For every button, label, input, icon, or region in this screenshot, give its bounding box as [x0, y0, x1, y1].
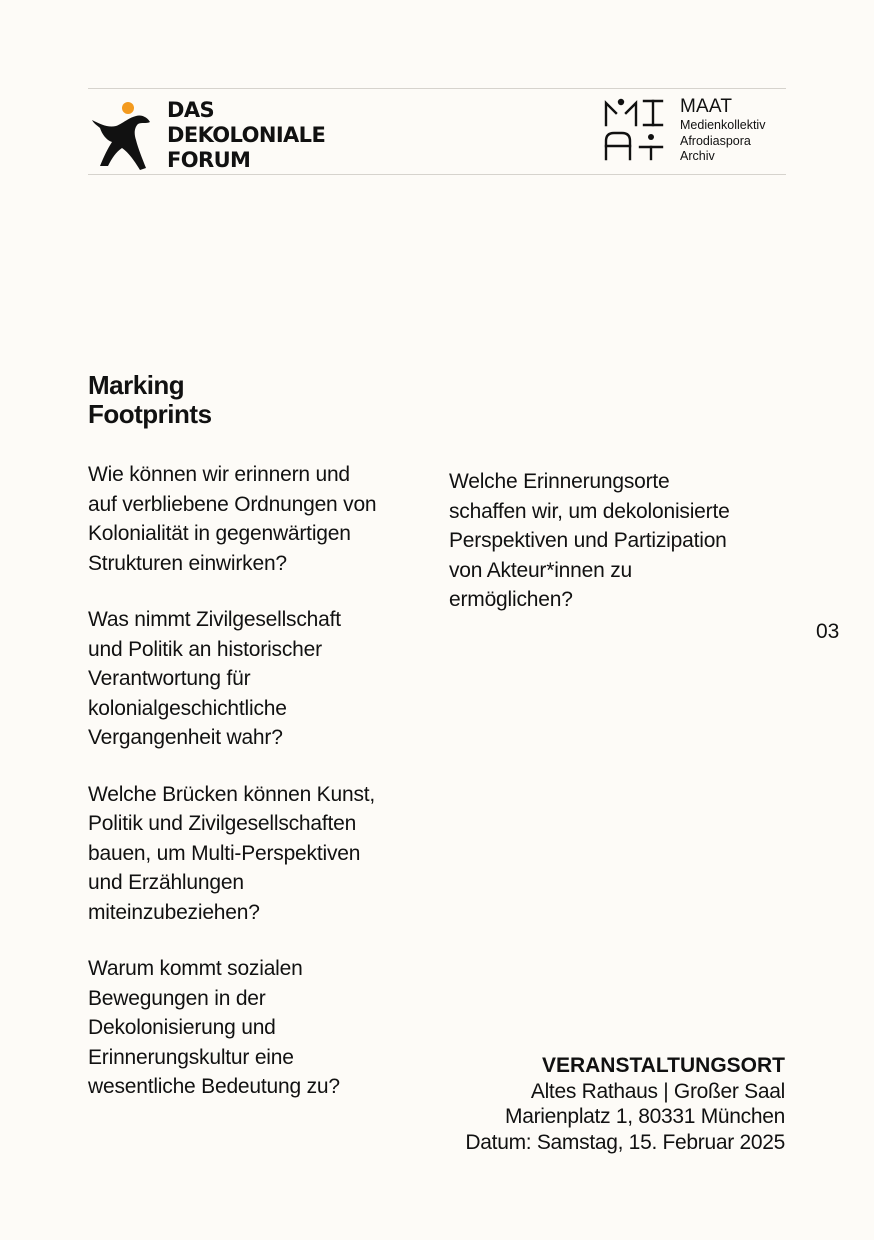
header-top-divider — [88, 88, 786, 89]
questions-right-column — [449, 467, 779, 615]
right-logo-subtitle-line: Medienkollektiv — [680, 118, 766, 132]
venue-place: Altes Rathaus | Großer Saal — [530, 1079, 785, 1103]
question-line: Perspektiven und Partizipation — [449, 529, 727, 552]
page-title — [88, 371, 212, 429]
question-line: Warum kommt sozialen — [88, 957, 303, 980]
left-logo-line: DEKOLONIALE — [167, 123, 326, 147]
question-line: Verantwortung für — [88, 667, 251, 690]
question-line: Welche Brücken können Kunst, — [88, 782, 376, 806]
question-line: Kolonialität in gegenwärtigen — [88, 522, 351, 545]
question-line: schaffen wir, um dekolonisierte — [449, 499, 730, 523]
question-line: Strukturen einwirken? — [88, 551, 287, 575]
question-line: Vergangenheit wahr? — [88, 726, 283, 749]
right-logo-subtitle — [680, 118, 765, 165]
question-line: und Erzählungen — [88, 871, 244, 894]
question-line: Bewegungen in der — [88, 986, 266, 1010]
question-paragraph — [88, 780, 428, 928]
venue-title: VERANSTALTUNGSORT — [541, 1054, 785, 1077]
venue-info — [465, 1053, 785, 1155]
question-line: bauen, um Multi-Perspektiven — [88, 841, 361, 865]
left-logo-line: DAS — [167, 98, 215, 122]
question-paragraph — [88, 605, 428, 753]
maat-glyph-icon — [604, 97, 668, 163]
question-paragraph — [88, 954, 428, 1102]
question-line: Dekolonisierung und — [88, 1016, 276, 1039]
page-title-line: Footprints — [88, 399, 212, 429]
question-line: kolonialgeschichtliche — [88, 696, 287, 720]
figure-head — [122, 102, 134, 114]
question-line: Erinnerungskultur eine — [88, 1045, 294, 1069]
figure-body — [92, 115, 150, 170]
question-line: miteinzubeziehen? — [88, 900, 260, 924]
right-logo-subtitle-line: Afrodiaspora — [680, 133, 751, 148]
page-number: 03 — [816, 620, 840, 643]
dancing-figure-icon — [90, 100, 152, 172]
question-paragraph — [88, 460, 428, 578]
question-line: und Politik an historischer — [88, 637, 322, 661]
maat-logo — [604, 97, 786, 163]
venue-address: Marienplatz 1, 80331 München — [505, 1105, 785, 1128]
question-line: von Akteur*innen zu — [449, 558, 632, 582]
header-bottom-divider — [88, 174, 786, 175]
left-logo-line: FORUM — [167, 148, 251, 172]
question-line: Welche Erinnerungsorte — [449, 470, 670, 493]
question-line: Wie können wir erinnern und — [88, 463, 350, 486]
question-line: Politik und Zivilgesellschaften — [88, 812, 357, 835]
right-logo-title: MAAT — [680, 96, 733, 117]
questions-left-column — [88, 460, 428, 1102]
question-line: Was nimmt Zivilgesellschaft — [88, 608, 341, 631]
question-line: auf verbliebene Ordnungen von — [88, 492, 377, 516]
right-logo-subtitle-line: Archiv — [680, 149, 715, 163]
venue-date: Datum: Samstag, 15. Februar 2025 — [465, 1130, 785, 1154]
question-line: wesentliche Bedeutung zu? — [88, 1075, 340, 1098]
page-title-line: Marking — [88, 370, 185, 400]
das-dekoloniale-forum-logo — [90, 98, 370, 174]
question-line: ermöglichen? — [449, 588, 573, 611]
question-paragraph — [449, 467, 779, 615]
left-logo-wordmark — [167, 98, 325, 173]
